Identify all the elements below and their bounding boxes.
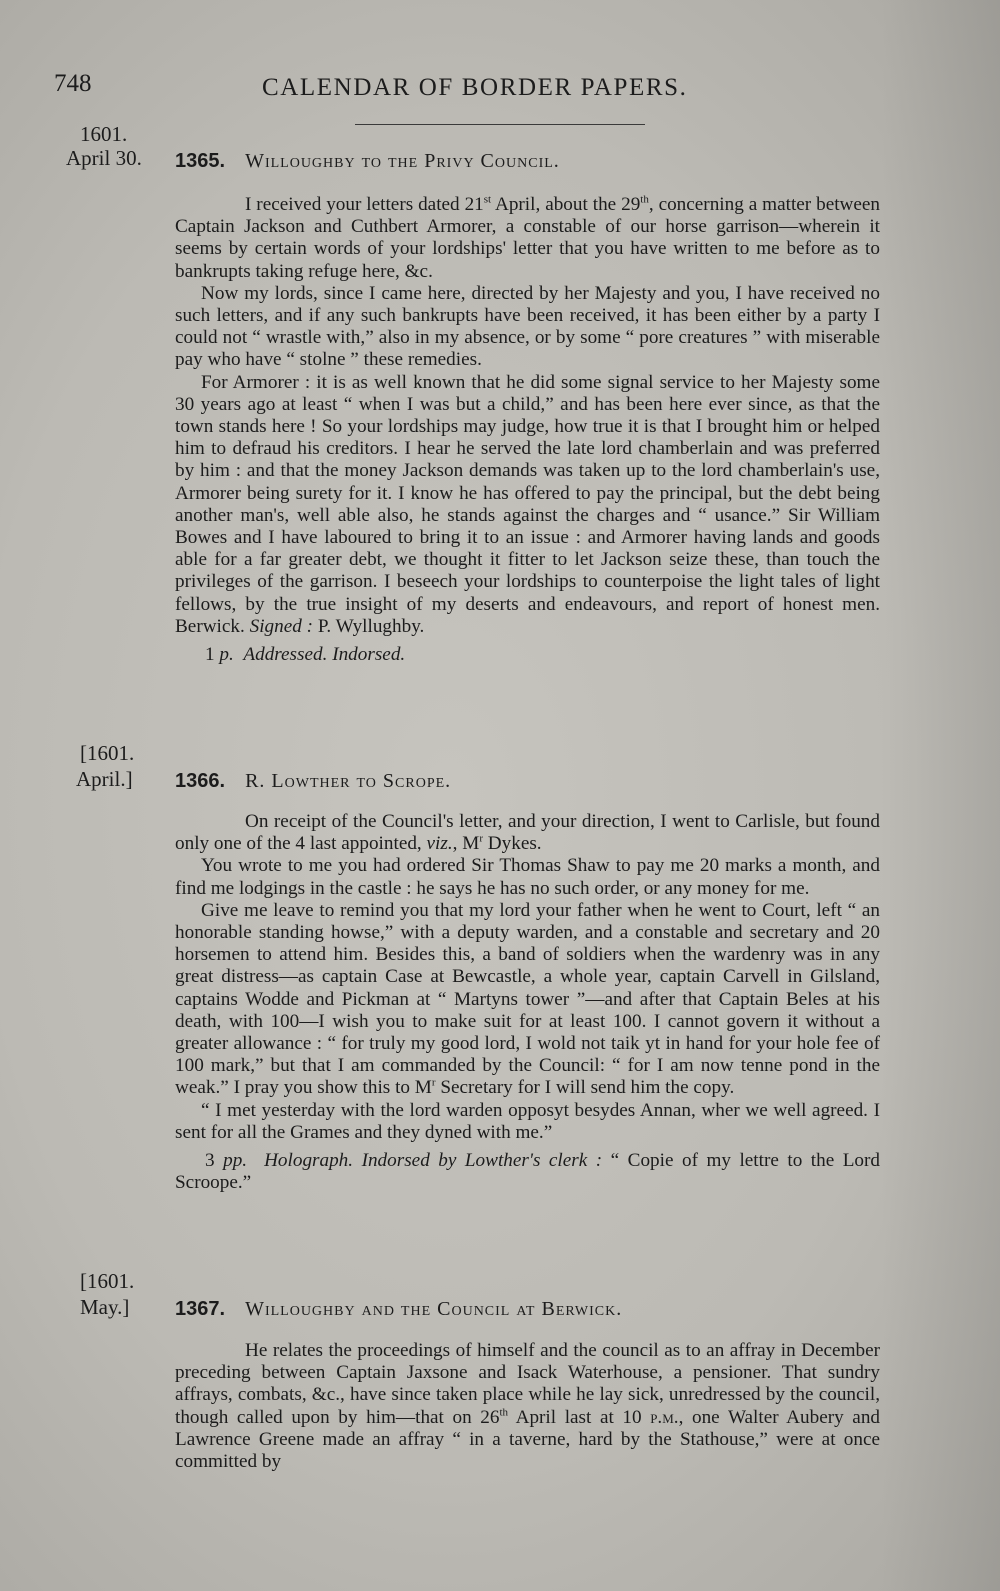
entry-title: Willoughby to the Privy Council. bbox=[245, 150, 560, 172]
entry-1367-margin-year: [1601. bbox=[80, 1269, 135, 1293]
entry-title: Willoughby and the Council at Berwick. bbox=[245, 1298, 623, 1320]
entry-1365-margin-year: 1601. bbox=[80, 122, 128, 146]
entry-1365-margin-date: April 30. bbox=[66, 146, 142, 170]
entry-title: R. Lowther to Scrope. bbox=[245, 770, 452, 792]
paragraph: “ I met yesterday with the lord warden opposyt besydes Annan, wher we well agreed. I sent for all the Grames and they dyned with me.” bbox=[175, 1099, 880, 1143]
signed-label: Signed : bbox=[249, 615, 314, 637]
entry-1367-body bbox=[175, 1340, 880, 1473]
entry-1367-margin-date: May.] bbox=[80, 1295, 130, 1319]
paragraph: You wrote to me you had ordered Sir Thomas Shaw to pay me 20 marks a month, and find me lodgings in the castle : he says he has no such order, or any money for me. bbox=[175, 855, 880, 899]
paragraph: On receipt of the Council's letter, and your direction, I went to Carlisle, but found only one of the 4 last appointed, viz., $M^r$ Dykes. bbox=[175, 811, 880, 855]
entry-1365-body bbox=[175, 194, 880, 666]
entry-1366-body bbox=[175, 811, 880, 1194]
entry-number: 1367. bbox=[175, 1298, 226, 1320]
page-number: 748 bbox=[54, 70, 92, 97]
entry-1367-heading bbox=[175, 1298, 622, 1321]
paragraph: He relates the proceedings of himself and the council as to an affray in December preceding between Captain Jaxsone and Isack Waterhouse, a pensioner. That sundry affrays, combats, &c., have since taken place while he lay sick, unredressed by the council, though called upon by him—that on 26th April last at 10 p.m., one Walter Aubery and Lawrence Greene made an affray “ in a taverne, hard by the Stathouse,” were at once committed by bbox=[175, 1340, 881, 1473]
paragraph: Give me leave to remind you that my lord your father when he went to Court, left “ an honorable standing howse,” with a deputy warden, and a constable and secretary and 20 horsemen to attend him. Besides this, a band of soldiers when the wardenry was in any great distress—as captain Case at Bewcastle, a whole year, captain Carvell in Gilsland, captains Wodde and Pickman at “ Martyns tower ”—and after that Captain Beles at his death, with 100—I wish you to make suit for at least 100. I cannot govern it without a greater allowance : “ for truly my good lord, I wold not taik yt in hand for your hole fee of 100 mark,” but that I am commanded by the Council: “ for I am now tenne pond in the weak.” I pray you show this to $M^r$ Secretary for I will send him the copy. bbox=[175, 899, 880, 1099]
header-rule bbox=[355, 124, 645, 125]
entry-1366-margin-year: [1601. bbox=[80, 741, 135, 765]
entry-1366-heading bbox=[175, 770, 451, 793]
entry-number: 1366. bbox=[175, 770, 226, 792]
endorsement-note: 1 p. Addressed. Indorsed. bbox=[205, 644, 406, 666]
entry-number: 1365. bbox=[175, 150, 226, 172]
entry-1365-heading bbox=[175, 150, 560, 173]
endorsement-note: 3 pp. Holograph. Indorsed by Lowther's clerk : “ Copie of my lettre to the Lord Scroope.” bbox=[175, 1150, 881, 1194]
signature: P. Wyllughby. bbox=[317, 615, 425, 637]
paragraph: Now my lords, since I came here, directed by her Majesty and you, I have received no such letters, and if any such bankrupts have been received, it has been either by a party I could not “ wrastle with,” also in my absence, or by some “ pore creatures ” with miserable pay who have “ stolne ” these remedies. bbox=[175, 282, 880, 371]
running-title: CALENDAR OF BORDER PAPERS. bbox=[262, 74, 688, 101]
entry-1366-margin-date: April.] bbox=[76, 767, 133, 791]
paragraph: For Armorer : it is as well known that he did some signal service to her Majesty some 30 years ago at least “ when I was but a child,” and has been here ever since, as that the town stands here ! So your lordships may judge, how true it is that I brought him or helped him to defraud his creditors. I hear he served the late lord chamberlain and was preferred by him : and that the money Jackson demands was taken up to the lord chamberlain's use, Armorer being surety for it. I know he has offered to pay the principal, but the debt being another man's, well able also, he stands against the charges and “ usance.” Sir William Bowes and I have laboured to bring it to an issue : and Armorer having lands and goods able for a far greater debt, we thought it fitter to let Jackson seize these, than touch the privileges of the garrison. I beseech your lordships to counterpoise the light tales of light fellows, by the true insight of my deserts and endeavours, and report of honest men. Berwick. Signed : P. Wyllughby. bbox=[175, 371, 880, 637]
paragraph: I received your letters dated 21st April, about the 29th, concerning a matter between Captain Jackson and Cuthbert Armorer, a constable of our horse garrison—wherein it seems by certain words of your lordships' letter that you have written to me before as to bankrupts taking refuge here, &c. bbox=[175, 193, 881, 282]
